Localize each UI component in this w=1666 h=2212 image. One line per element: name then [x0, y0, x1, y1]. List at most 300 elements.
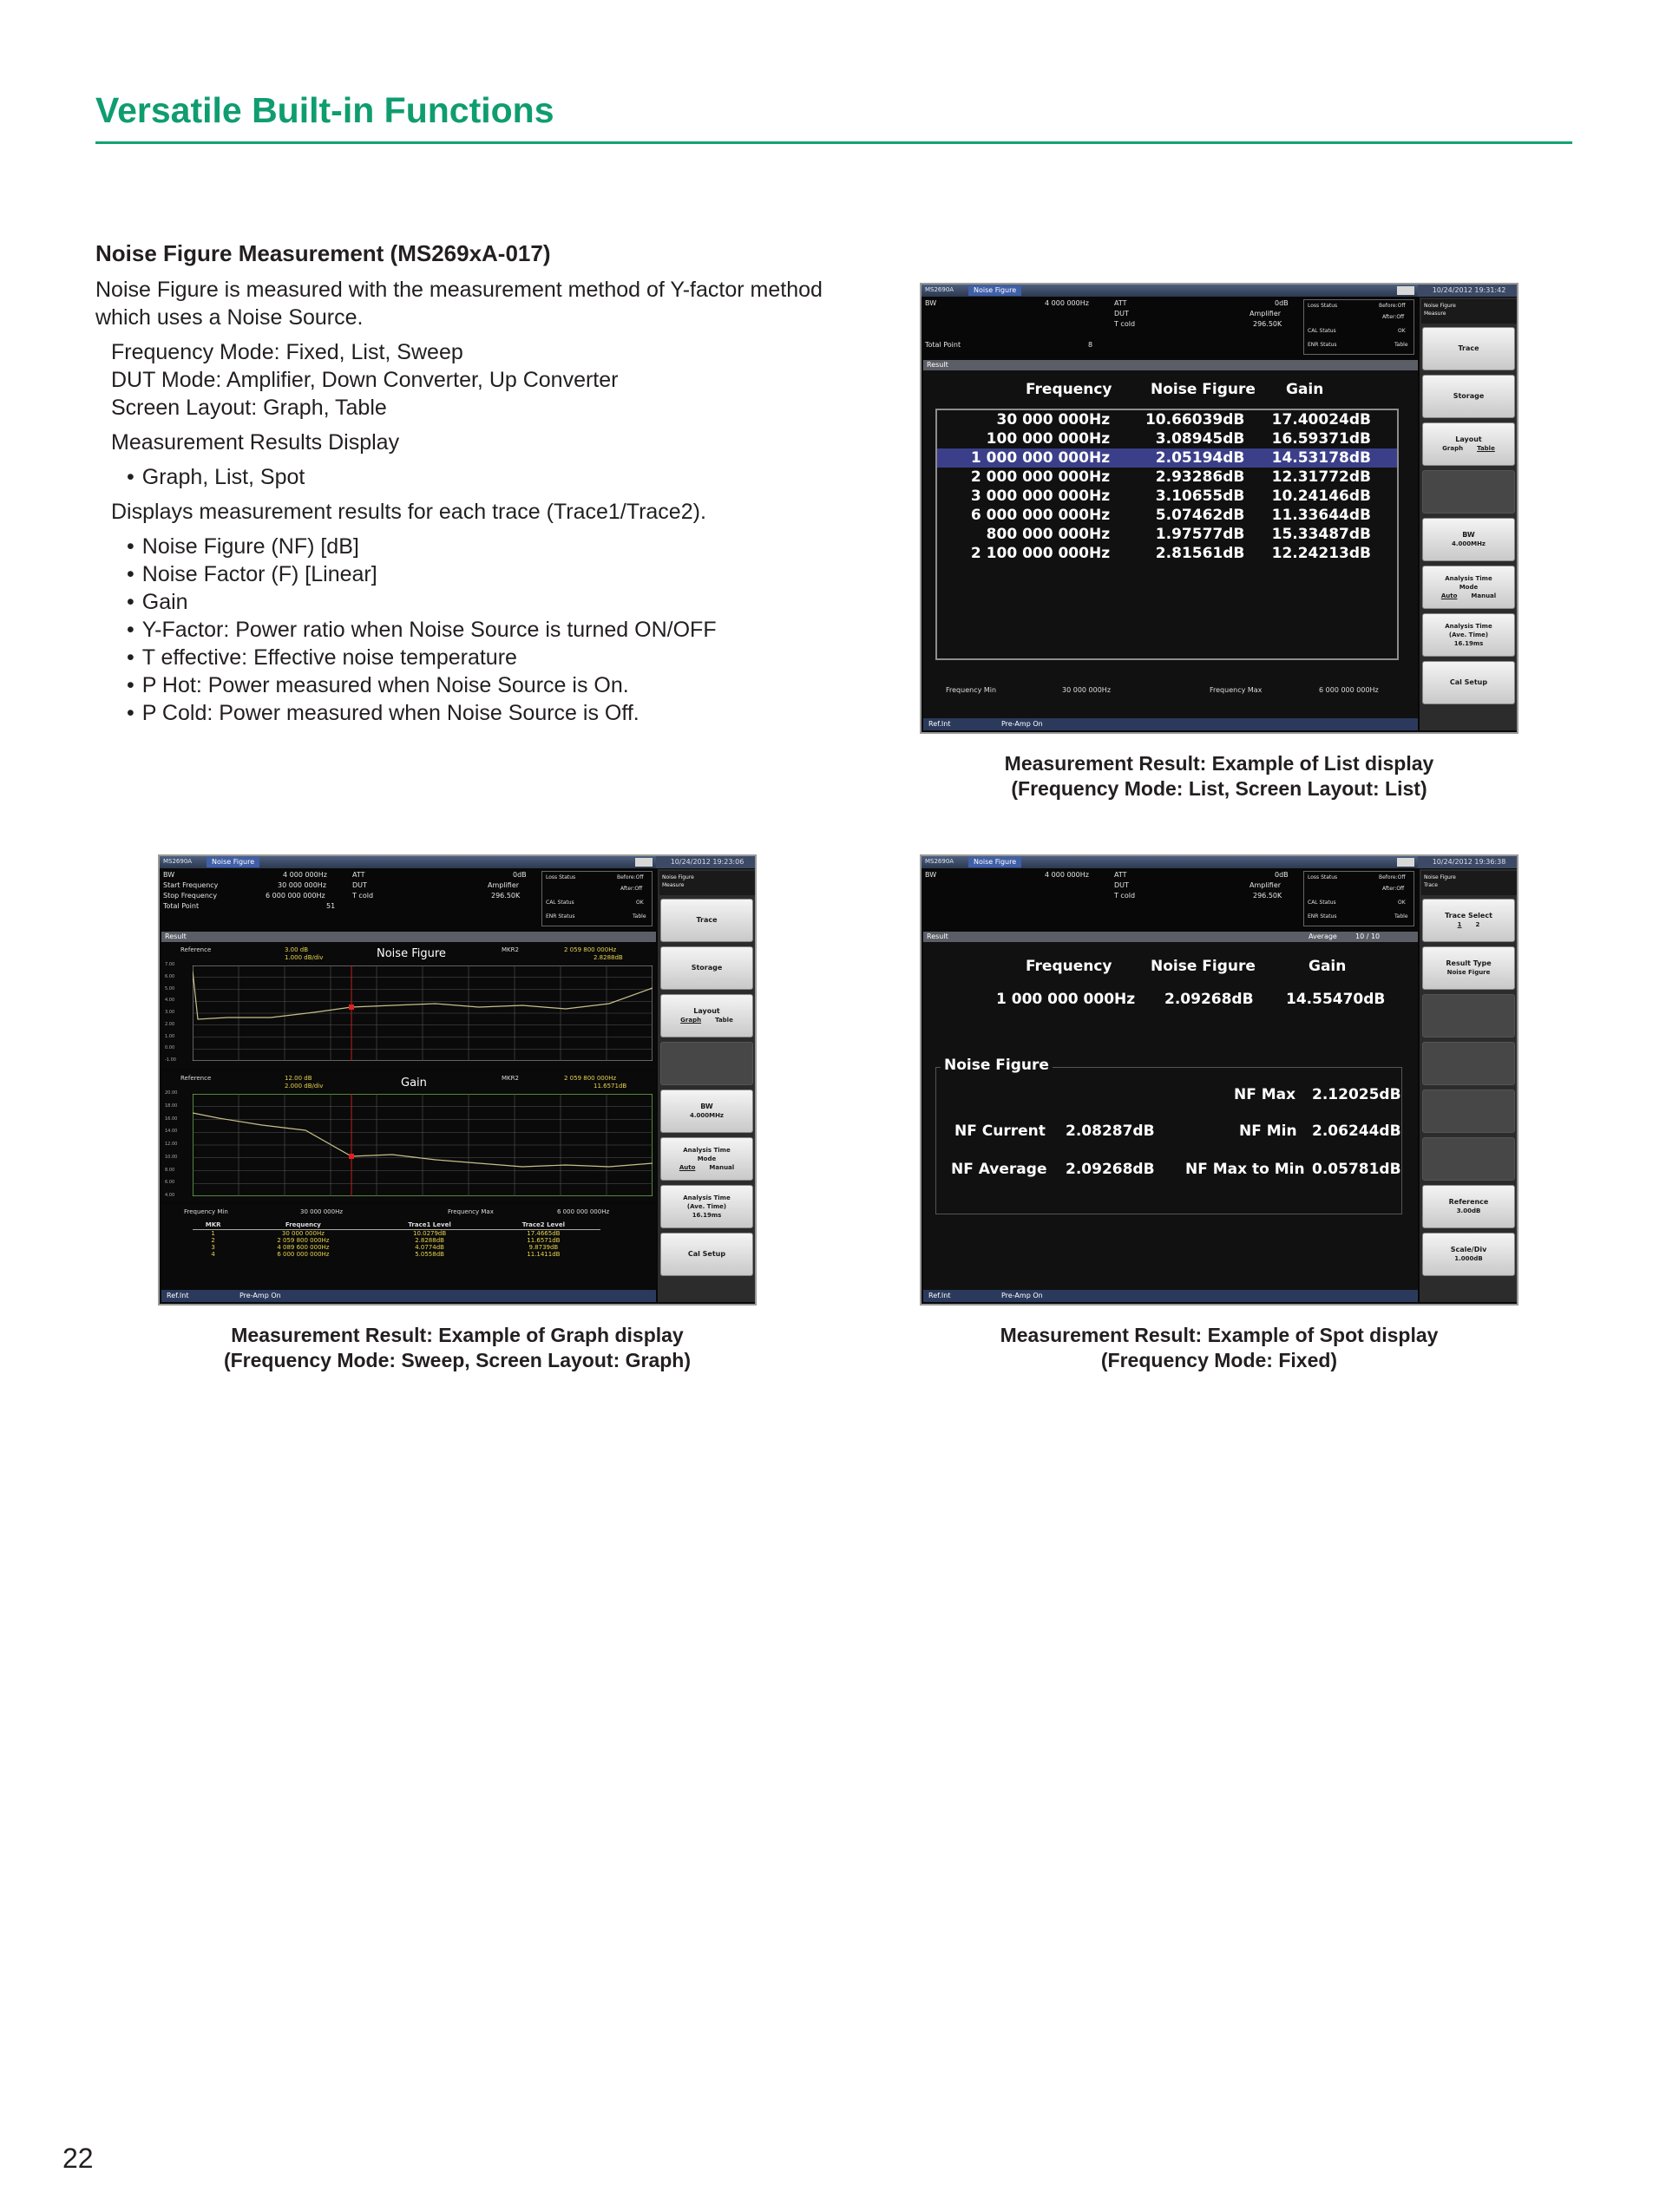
page-number: 22: [62, 2143, 94, 2174]
freq-min-label: Frequency Min: [946, 686, 997, 694]
cal-status-label: CAL Status: [1308, 328, 1336, 334]
y-tick-label: -1.00: [165, 1057, 176, 1063]
window-titlebar: [160, 856, 656, 868]
mode-option-manual: Manual: [709, 1164, 735, 1171]
y-tick-label: 3.00: [165, 1010, 175, 1015]
trace-option-1: 1: [1457, 921, 1462, 928]
enr-status-value: Table: [1394, 342, 1408, 348]
datetime: 10/24/2012 19:36:38: [1418, 856, 1518, 868]
marker-cell: 2.8288dB: [415, 1237, 444, 1244]
noise-figure-graph: [161, 943, 656, 1068]
softkey-panel: [1420, 869, 1518, 1302]
softkey-label: Storage: [691, 964, 723, 972]
marker-cell: 11.6571dB: [527, 1237, 561, 1244]
menu-subname: Measure: [1424, 311, 1446, 317]
instrument-logo: MS2690A: [925, 286, 954, 293]
col-header-noise-figure: Noise Figure: [1151, 958, 1256, 975]
reference-label: Reference: [180, 946, 212, 953]
window-buttons[interactable]: [635, 858, 653, 867]
table-cell: 2.81561dB: [1155, 545, 1245, 562]
enr-status-value: Table: [1394, 913, 1408, 919]
bw-value: 4 000 000Hz: [1045, 299, 1089, 307]
nf-current-label: NF Current: [954, 1122, 1046, 1140]
scale-value: 1.000 dB/div: [285, 954, 324, 961]
table-cell: 2.05194dB: [1118, 448, 1253, 468]
cal-status-value: OK: [636, 900, 644, 906]
bw-value: 4 000 000Hz: [1045, 871, 1089, 879]
average-label: Average: [1309, 933, 1337, 940]
analysis-time-softkey[interactable]: [660, 1185, 753, 1228]
marker-cell: 30 000 000Hz: [281, 1230, 325, 1237]
trace-softkey[interactable]: [660, 899, 753, 942]
table-cell: 15.33487dB: [1271, 526, 1371, 543]
storage-softkey[interactable]: [1422, 375, 1515, 418]
table-cell: 11.33644dB: [1271, 507, 1371, 524]
preamp-status: Pre-Amp On: [239, 1292, 281, 1299]
softkey-label: BW: [700, 1103, 713, 1110]
loss-status-value: Before:Off: [617, 874, 644, 880]
table-cell: 16.59371dB: [1271, 430, 1371, 448]
softkey-value: 4.000MHz: [689, 1112, 725, 1119]
table-cell: 1 000 000 000Hz: [937, 448, 1118, 468]
datetime: 10/24/2012 19:31:42: [1418, 285, 1518, 297]
reference-softkey[interactable]: [1422, 1185, 1515, 1228]
analysis-time-mode-softkey[interactable]: [660, 1137, 753, 1181]
softkey-label: Trace Select: [1445, 912, 1492, 919]
y-tick-label: 4.00: [165, 1193, 175, 1198]
status-box: [1303, 299, 1414, 355]
marker-frequency: 2 059 800 000Hz: [564, 946, 617, 953]
blank-softkey: [1422, 1090, 1515, 1133]
ref-int: Ref.Int: [928, 1292, 951, 1299]
preamp-status: Pre-Amp On: [1001, 720, 1043, 728]
result-type-softkey[interactable]: [1422, 946, 1515, 990]
softkey-label: (Ave. Time): [686, 1203, 727, 1210]
table-cell: 30 000 000Hz: [996, 411, 1111, 429]
list-result-table: [937, 410, 1397, 563]
start-frequency-value: 30 000 000Hz: [278, 881, 327, 889]
bw-softkey[interactable]: [660, 1090, 753, 1133]
nf-max-label: NF Max: [1234, 1086, 1296, 1103]
softkey-label: Trace: [696, 916, 718, 924]
result-label: Result: [927, 933, 948, 940]
parameter-area: [161, 869, 656, 930]
cal-status-label: CAL Status: [1308, 900, 1336, 906]
scale-value: 2.000 dB/div: [285, 1083, 324, 1090]
noise-figure-plot: [193, 965, 653, 1061]
trace-softkey[interactable]: [1422, 327, 1515, 370]
marker-cell: 4 089 600 000Hz: [277, 1244, 330, 1251]
marker-row[interactable]: [193, 1237, 600, 1244]
average-value: 10 / 10: [1355, 933, 1381, 940]
freq-max-value: 6 000 000 000Hz: [1319, 686, 1379, 694]
status-box: [541, 871, 653, 926]
softkey-label: Reference: [1448, 1198, 1489, 1206]
analysis-time-mode-softkey[interactable]: [1422, 566, 1515, 609]
caption-line: Measurement Result: Example of Graph display: [231, 1324, 684, 1346]
dut-value: Amplifier: [1250, 310, 1282, 317]
spot-gain-value: 14.55470dB: [1286, 991, 1386, 1008]
caption-line: (Frequency Mode: List, Screen Layout: List): [1011, 777, 1427, 800]
loss-status-value: Before:Off: [1379, 303, 1406, 309]
mode-option-auto: Auto: [1440, 592, 1458, 599]
marker-cell: 4: [211, 1251, 215, 1258]
bullet-item: • Gain: [127, 588, 842, 616]
bw-value: 4 000 000Hz: [283, 871, 327, 879]
caption-line: (Frequency Mode: Fixed): [1100, 1349, 1338, 1371]
softkey-menu-header: [659, 871, 755, 895]
att-value: 0dB: [1275, 871, 1289, 879]
enr-status-label: ENR Status: [546, 913, 575, 919]
result-bar: [923, 932, 1418, 942]
freq-max-label: Frequency Max: [1210, 686, 1263, 694]
datetime: 10/24/2012 19:23:06: [656, 856, 757, 868]
bullet-item: • Noise Factor (F) [Linear]: [127, 560, 842, 588]
y-tick-label: 5.00: [165, 985, 175, 991]
results-display-list: [95, 463, 842, 491]
spot-noise-figure-value: 2.09268dB: [1164, 991, 1254, 1008]
table-cell: 14.53178dB: [1253, 448, 1397, 468]
mode-option-manual: Manual: [1471, 592, 1497, 599]
dut-label: DUT: [352, 881, 367, 889]
spot-caption: [920, 1323, 1518, 1373]
bullet-item: • Y-Factor: Power ratio when Noise Source is turned ON/OFF: [127, 616, 842, 644]
menu-subname: Trace: [1424, 882, 1438, 888]
marker-value: 11.6571dB: [594, 1083, 627, 1090]
table-cell: 2.93286dB: [1155, 468, 1245, 486]
softkey-label: Storage: [1453, 392, 1485, 400]
app-title-tab[interactable]: Noise Figure: [207, 857, 259, 867]
instrument-logo: MS2690A: [925, 858, 954, 865]
marker-row[interactable]: [193, 1230, 600, 1238]
marker-cell: 5.0558dB: [415, 1251, 444, 1258]
bw-softkey[interactable]: [1422, 518, 1515, 561]
col-header-gain: Gain: [1309, 958, 1347, 975]
marker-cell: 6 000 000 000Hz: [277, 1251, 330, 1258]
freq-max-label: Frequency Max: [448, 1208, 494, 1215]
nf-min-label: NF Min: [1239, 1122, 1297, 1140]
marker-point: [349, 1005, 354, 1010]
total-point-value: 51: [326, 902, 336, 910]
blank-softkey: [1422, 1042, 1515, 1085]
app-title-tab[interactable]: Noise Figure: [968, 285, 1021, 296]
nf-max-to-min-value: 0.05781dB: [1312, 1161, 1401, 1178]
nf-average-label: NF Average: [951, 1161, 1047, 1178]
analysis-time-softkey[interactable]: [1422, 613, 1515, 657]
softkey-menu-header: [1421, 299, 1517, 324]
bullet-item: • Noise Figure (NF) [dB]: [127, 533, 842, 560]
marker-frequency: 2 059 800 000Hz: [564, 1075, 617, 1082]
title-rule: [95, 141, 1572, 144]
marker-cell: 3: [211, 1244, 215, 1251]
table-row[interactable]: [937, 544, 1397, 563]
list-display-screenshot: [920, 283, 1518, 734]
tcold-value: 296.50K: [491, 892, 521, 900]
result-bar: Result: [161, 932, 656, 942]
col-header-gain: Gain: [1286, 381, 1324, 398]
marker-table-header: Trace1 Level: [408, 1221, 451, 1228]
layout-option-table: Table: [715, 1017, 733, 1024]
blank-softkey: [1422, 470, 1515, 514]
marker-point: [349, 1154, 354, 1159]
table-cell: 1.97577dB: [1155, 526, 1245, 543]
total-point-label: Total Point: [925, 341, 961, 349]
per-trace-text: Displays measurement results for each trace (Trace1/Trace2).: [111, 500, 706, 524]
total-point-label: Total Point: [163, 902, 200, 910]
softkey-label: Result Type: [1446, 959, 1492, 967]
spot-display-screenshot: [920, 854, 1518, 1306]
softkey-label: Layout: [1455, 435, 1482, 443]
table-cell: 10.24146dB: [1271, 488, 1371, 505]
table-cell: 3.08945dB: [1155, 430, 1245, 448]
marker-cell: 9.8739dB: [528, 1244, 559, 1251]
section-heading: Noise Figure Measurement (MS269xA-017): [95, 240, 551, 266]
y-tick-label: 18.00: [165, 1103, 178, 1109]
bullet-item: • P Hot: Power measured when Noise Source is On.: [127, 671, 842, 699]
marker-row[interactable]: [193, 1251, 600, 1258]
marker-cell: 4.0774dB: [415, 1244, 444, 1251]
y-tick-label: 8.00: [165, 1167, 175, 1173]
blank-softkey: [1422, 994, 1515, 1037]
noise-figure-legend: Noise Figure: [941, 1057, 1053, 1074]
table-cell: 17.40024dB: [1271, 411, 1371, 429]
y-tick-label: 1.00: [165, 1033, 175, 1039]
y-tick-label: 7.00: [165, 962, 175, 967]
softkey-value: 3.00dB: [1456, 1207, 1481, 1214]
freq-min-value: 30 000 000Hz: [1062, 686, 1112, 694]
col-header-frequency: Frequency: [1026, 381, 1112, 398]
att-value: 0dB: [1275, 299, 1289, 307]
marker-table-area: [161, 1205, 656, 1292]
table-row[interactable]: [937, 525, 1397, 544]
status-footer: [161, 1290, 656, 1302]
marker-cell: 11.1411dB: [527, 1251, 561, 1258]
bullet-item: • P Cold: Power measured when Noise Source is Off.: [127, 699, 842, 727]
table-row[interactable]: [937, 506, 1397, 525]
table-cell: 100 000 000Hz: [986, 430, 1111, 448]
mode-line: Frequency Mode: Fixed, List, Sweep: [111, 340, 463, 364]
mode-option-auto: Auto: [679, 1164, 696, 1171]
layout-softkey[interactable]: [660, 994, 753, 1037]
y-tick-label: 2.00: [165, 1021, 175, 1027]
marker-table: [193, 1221, 600, 1258]
y-tick-label: 10.00: [165, 1154, 178, 1160]
enr-status-value: Table: [633, 913, 646, 919]
parameter-area: [923, 869, 1418, 930]
y-tick-label: 0.00: [165, 1045, 175, 1051]
softkey-value: 4.000MHz: [1451, 540, 1486, 547]
bw-label: BW: [163, 871, 175, 879]
att-value: 0dB: [513, 871, 527, 879]
marker-cell: 10.0279dB: [412, 1230, 447, 1237]
marker-label: MKR2: [502, 1075, 519, 1082]
dut-label: DUT: [1114, 310, 1129, 317]
tcold-value: 296.50K: [1253, 320, 1282, 328]
softkey-label: (Ave. Time): [1448, 632, 1489, 638]
mode-line: DUT Mode: Amplifier, Down Converter, Up Converter: [111, 368, 619, 392]
table-cell: 3.10655dB: [1155, 488, 1245, 505]
window-buttons[interactable]: [1397, 286, 1414, 295]
table-cell: 12.31772dB: [1271, 468, 1371, 486]
loss-status-label: Loss Status: [546, 874, 576, 880]
scale-div-softkey[interactable]: [1422, 1233, 1515, 1276]
softkey-label: BW: [1462, 531, 1475, 539]
feature-description: [95, 239, 842, 727]
cal-setup-softkey[interactable]: [660, 1233, 753, 1276]
table-cell: 12.24213dB: [1271, 545, 1371, 562]
cal-setup-softkey[interactable]: [1422, 661, 1515, 704]
menu-subname: Measure: [662, 882, 685, 888]
instrument-logo: MS2690A: [163, 858, 193, 865]
att-label: ATT: [352, 871, 365, 879]
softkey-menu-header: [1421, 871, 1517, 895]
intro-paragraph: Noise Figure is measured with the measurement method of Y-factor method which uses a Noise Source.: [95, 278, 823, 330]
table-row[interactable]: [937, 487, 1397, 506]
att-label: ATT: [1114, 299, 1127, 307]
bw-label: BW: [925, 871, 937, 879]
layout-option-graph: Graph: [680, 1017, 702, 1024]
table-cell: 3 000 000 000Hz: [970, 488, 1111, 505]
result-area: [923, 370, 1418, 722]
dut-value: Amplifier: [488, 881, 520, 889]
loss-status-label: Loss Status: [1308, 303, 1338, 309]
softkey-label: Cal Setup: [1449, 678, 1488, 686]
result-bar: Result: [923, 360, 1418, 370]
dut-label: DUT: [1114, 881, 1129, 889]
reference-label: Reference: [180, 1075, 212, 1082]
freq-min-label: Frequency Min: [184, 1208, 228, 1215]
trace-select-softkey[interactable]: [1422, 899, 1515, 942]
layout-softkey[interactable]: [1422, 422, 1515, 466]
y-tick-label: 4.00: [165, 998, 175, 1004]
y-tick-label: 20.00: [165, 1090, 178, 1096]
blank-softkey: [660, 1042, 753, 1085]
y-tick-label: 12.00: [165, 1142, 178, 1147]
softkey-label: Mode: [1459, 584, 1479, 591]
softkey-label: Cal Setup: [687, 1250, 726, 1258]
softkey-label: Trace: [1458, 344, 1479, 352]
graph-title: Gain: [401, 1077, 427, 1090]
enr-status-label: ENR Status: [1308, 342, 1337, 348]
marker-cell: 2 059 800 000Hz: [277, 1237, 330, 1244]
tcold-label: T cold: [1114, 320, 1136, 328]
softkey-panel: [658, 869, 757, 1302]
marker-table-header: MKR: [205, 1221, 221, 1228]
window-buttons[interactable]: [1397, 858, 1414, 867]
table-cell: 5.07462dB: [1155, 507, 1245, 524]
bw-label: BW: [925, 299, 937, 307]
marker-cell: 1: [211, 1230, 215, 1237]
cal-status-label: CAL Status: [546, 900, 574, 906]
table-row[interactable]: [937, 410, 1397, 429]
caption-line: Measurement Result: Example of Spot display: [1000, 1324, 1439, 1346]
softkey-label: Analysis Time: [1445, 575, 1492, 582]
layout-option-graph: Graph: [1442, 445, 1464, 452]
mode-list: [95, 338, 842, 456]
preamp-status: Pre-Amp On: [1001, 1292, 1043, 1299]
att-label: ATT: [1114, 871, 1127, 879]
mode-line: Screen Layout: Graph, Table: [111, 396, 387, 420]
nf-max-to-min-label: NF Max to Min: [1185, 1161, 1305, 1178]
marker-table-header: Frequency: [285, 1221, 321, 1228]
table-row[interactable]: [937, 468, 1397, 487]
cal-status-value: OK: [1398, 900, 1406, 906]
storage-softkey[interactable]: [660, 946, 753, 990]
blank-softkey: [1422, 1137, 1515, 1181]
nf-current-value: 2.08287dB: [1066, 1122, 1155, 1140]
marker-row[interactable]: [193, 1244, 600, 1251]
softkey-label: Analysis Time: [683, 1147, 731, 1154]
tcold-label: T cold: [1114, 892, 1136, 900]
softkey-label: Mode: [697, 1155, 717, 1162]
table-row[interactable]: [937, 448, 1397, 468]
marker-cell: 2: [211, 1237, 215, 1244]
caption-line: Measurement Result: Example of List display: [1004, 752, 1434, 775]
graph-title: Noise Figure: [377, 947, 446, 960]
nf-max-value: 2.12025dB: [1312, 1086, 1401, 1103]
table-cell: 10.66039dB: [1145, 411, 1245, 429]
table-cell: 2 100 000 000Hz: [970, 545, 1111, 562]
status-footer: [923, 1290, 1418, 1302]
cal-status-value: OK: [1398, 328, 1406, 334]
list-table-frame: [935, 409, 1399, 660]
layout-option-table: Table: [1477, 445, 1495, 452]
table-row[interactable]: [937, 429, 1397, 448]
stop-frequency-label: Stop Frequency: [163, 892, 218, 900]
trace-option-2: 2: [1475, 921, 1480, 928]
y-tick-label: 6.00: [165, 1180, 175, 1186]
loss-status-value: Before:Off: [1379, 874, 1406, 880]
ref-int: Ref.Int: [167, 1292, 189, 1299]
stop-frequency-value: 6 000 000 000Hz: [266, 892, 325, 900]
list-caption: [920, 751, 1518, 802]
result-area: [923, 942, 1418, 1293]
reference-value: 3.00 dB: [285, 946, 309, 953]
nf-min-value: 2.06244dB: [1312, 1122, 1401, 1140]
after-status-value: After:Off: [620, 886, 643, 892]
trace-items-list: [95, 533, 842, 727]
status-footer: [923, 718, 1418, 730]
softkey-value: 16.19ms: [692, 1212, 722, 1219]
marker-label: MKR2: [502, 946, 519, 953]
ref-int: Ref.Int: [928, 720, 951, 728]
enr-status-label: ENR Status: [1308, 913, 1337, 919]
col-header-noise-figure: Noise Figure: [1151, 381, 1256, 398]
app-title-tab[interactable]: Noise Figure: [968, 857, 1021, 867]
softkey-value: 16.19ms: [1453, 640, 1484, 647]
results-display-label: Measurement Results Display: [111, 430, 400, 455]
dut-value: Amplifier: [1250, 881, 1282, 889]
marker-value: 2.8288dB: [594, 954, 623, 961]
tcold-value: 296.50K: [1253, 892, 1282, 900]
graph-display-screenshot: [158, 854, 757, 1306]
page-title: Versatile Built-in Functions: [95, 90, 554, 130]
menu-name: Noise Figure: [662, 874, 694, 880]
start-frequency-label: Start Frequency: [163, 881, 219, 889]
nf-average-value: 2.09268dB: [1066, 1161, 1155, 1178]
tcold-label: T cold: [352, 892, 374, 900]
gain-plot: [193, 1094, 653, 1196]
softkey-panel: [1420, 298, 1518, 730]
window-titlebar: [922, 285, 1418, 297]
bullet-item: • Graph, List, Spot: [127, 463, 842, 491]
softkey-label: Scale/Div: [1450, 1246, 1487, 1253]
table-cell: 800 000 000Hz: [986, 526, 1111, 543]
window-titlebar: [922, 856, 1418, 868]
freq-min-value: 30 000 000Hz: [300, 1208, 344, 1215]
after-status-value: After:Off: [1382, 886, 1405, 892]
softkey-value: 1.000dB: [1454, 1255, 1483, 1262]
